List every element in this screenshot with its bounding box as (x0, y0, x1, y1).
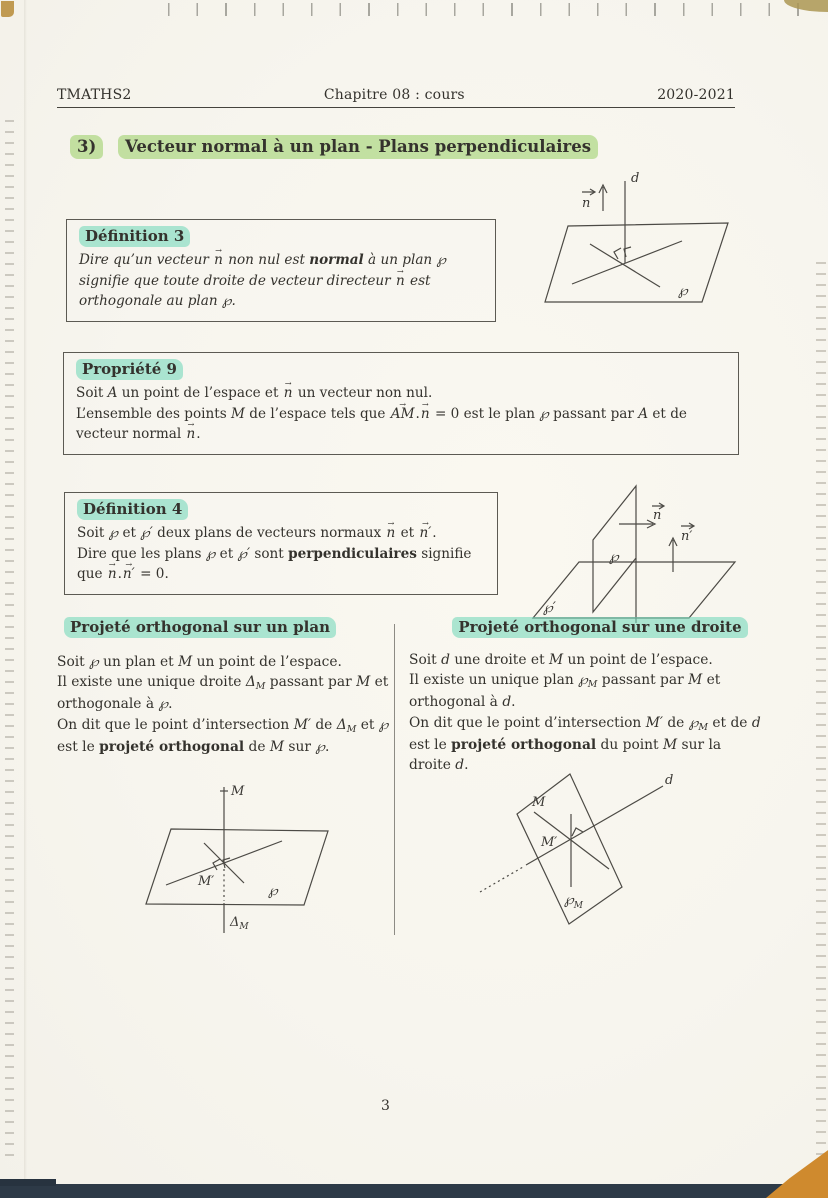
definition-3-box (66, 219, 496, 322)
projection-line-text: Soit d une droite et M un point de l’espace. Il existe un unique plan $℘_M$ passant par M et orthogonal à d. On dit que le point d’intersection M′ de $℘_M$ et de d est le projeté orthogonal du point M sur la droite d. (409, 652, 761, 773)
column-headers (0, 617, 828, 636)
column-header-right-wrap (400, 617, 800, 636)
page-stack-edge-left (5, 120, 14, 1160)
definition-4-box (64, 492, 498, 595)
page-stack-edge-right (816, 262, 826, 1180)
property-9-body: Soit A un point de l’espace et n → un vecteur non nul. L’ensemble des points M de l’espace tels que AM →.n → = 0 est le plan ℘ passant par A et de vecteur normal n →. (76, 383, 726, 445)
label-delta-M (229, 915, 249, 932)
header-year: 2020-2021 (657, 87, 735, 103)
section-number: 3) (70, 135, 103, 159)
label-n-prime: n′ (681, 529, 693, 544)
diagram-perpendicular-planes (505, 460, 752, 632)
binder-tick-marks (168, 3, 826, 16)
column-divider (394, 624, 395, 935)
label-M-prime: M′ (541, 835, 558, 850)
right-angle-mark (223, 858, 230, 868)
projection-plane-heading: Projeté orthogonal sur un plan (64, 617, 336, 638)
diagram-normal-vector-plane (532, 163, 744, 315)
desk-edge-strip (0, 1184, 828, 1198)
label-plane-P-sub: M (573, 901, 583, 911)
plane-outline (146, 829, 328, 905)
label-M: M (231, 784, 245, 799)
horizontal-plane-outline (533, 562, 735, 618)
label-n: n (653, 508, 662, 523)
label-n: n (582, 196, 591, 211)
page-number: 3 (381, 1098, 390, 1114)
plane-line-1 (572, 241, 682, 284)
label-plane-P: ℘ (564, 892, 574, 908)
header-chapter: Chapitre 08 : cours (323, 87, 465, 103)
projection-line-heading: Projeté orthogonal sur une droite (452, 617, 747, 638)
label-plane-P: ℘ (609, 549, 619, 565)
definition-3-body: Dire qu’un vecteur n → non nul est normal à un plan ℘ signifie que toute droite de vecteur directeur n → est orthogonale au plan ℘. (79, 250, 483, 312)
page-header (57, 87, 735, 108)
label-d: d (631, 171, 640, 186)
projection-plane-text: Soit ℘ un plan et M un point de l’espace. Il existe une unique droite $\Delta_M$ passant par M et orthogonale à ℘. On dit que le point d’intersection M′ de $\Delta_M$ et ℘ est le projeté orthogonal de M sur ℘. (57, 654, 389, 755)
definition-3-title: Définition 3 (79, 226, 190, 247)
label-plane-P: ℘ (678, 283, 688, 299)
header-course-code: TMATHS2 (57, 87, 132, 103)
label-plane-PM (564, 892, 584, 911)
definition-4-title: Définition 4 (77, 499, 188, 520)
diagram-projection-on-plane (130, 773, 362, 940)
plane-outline (545, 223, 728, 302)
right-angle-mark (614, 248, 621, 259)
section-title-text: Vecteur normal à un plan - Plans perpendiculaires (118, 135, 598, 159)
label-M: M (532, 795, 546, 810)
line-d (526, 786, 663, 865)
corner-mark-top-left (1, 1, 14, 17)
right-angle-mark (624, 247, 631, 257)
column-header-left-wrap (0, 617, 400, 636)
definition-4-body: Soit ℘ et ℘′ deux plans de vecteurs normaux n → et n′ →. Dire que les plans ℘ et ℘′ sont perpendiculaires signifie que n →.n′ → = 0. (77, 523, 485, 585)
property-9-title: Propriété 9 (76, 359, 183, 380)
label-delta: Δ (230, 915, 240, 930)
label-plane-P: ℘ (268, 883, 278, 899)
desk-edge-nub (0, 1179, 56, 1186)
label-d: d (665, 773, 674, 788)
section-title (70, 137, 598, 156)
property-9-box (63, 352, 739, 455)
label-plane-P-prime: ℘′ (543, 600, 556, 616)
label-M-prime: M′ (198, 874, 215, 889)
page-edge-shadow (24, 0, 27, 1198)
label-delta-sub: M (239, 922, 249, 932)
diagram-projection-on-line (468, 758, 715, 955)
line-d-hidden (480, 867, 523, 892)
vector-overline-arrow (582, 189, 595, 195)
